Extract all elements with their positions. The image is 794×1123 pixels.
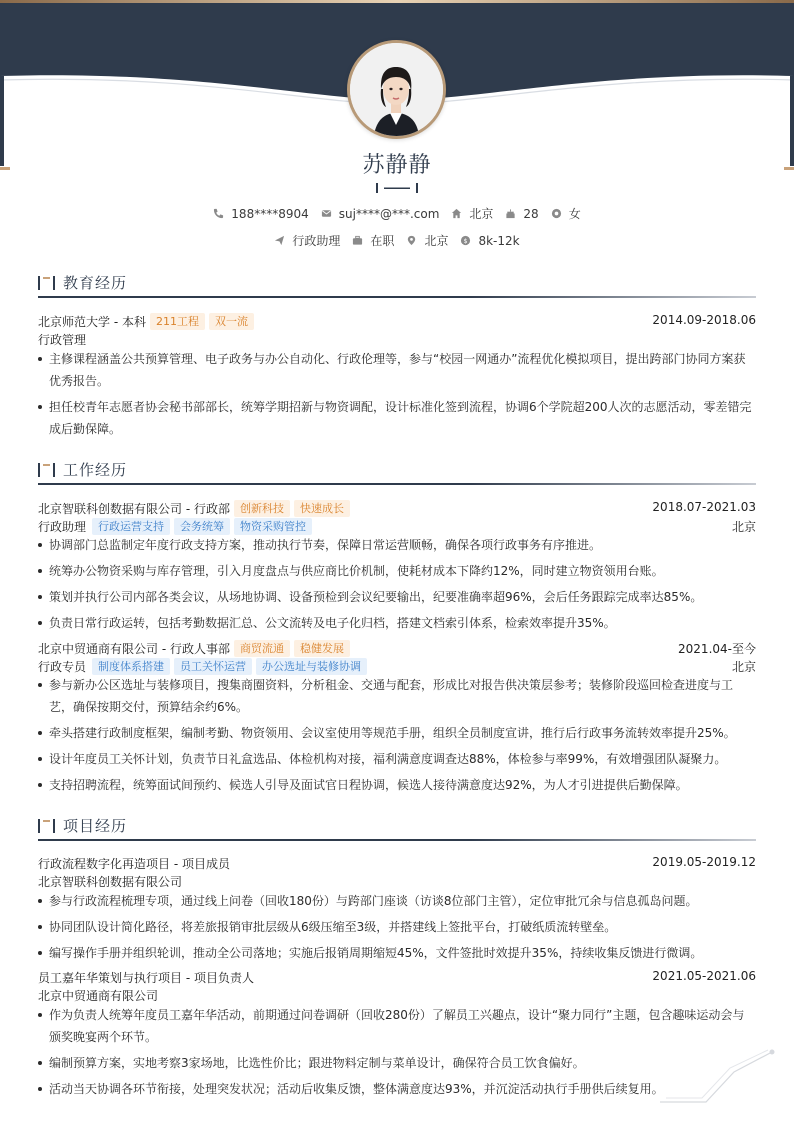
money-icon: [460, 235, 471, 246]
corner-decoration: [660, 1048, 778, 1106]
project-org: 北京智联科创数据有限公司: [38, 874, 183, 889]
education-bullet: 担任校青年志愿者协会秘书部部长，统筹学期招新与物资调配，设计标准化签到流程，协调6个学院超200人次的志愿活动，零差错完成后勤保障。: [38, 396, 756, 440]
position-tag: 行政运营支持: [92, 518, 170, 535]
cake-icon: [505, 208, 516, 219]
company-name: 北京智联科创数据有限公司 - 行政部: [38, 501, 230, 516]
job-position-row: [38, 657, 756, 675]
education-tag: 双一流: [209, 313, 254, 330]
phone-icon: [213, 208, 224, 219]
section-education: [38, 272, 756, 298]
contact-phone: 188****8904: [213, 207, 308, 221]
home-icon: [451, 208, 462, 219]
avatar: [347, 40, 446, 139]
education-major: 行政管理: [38, 332, 87, 347]
intent-status: 在职: [352, 232, 394, 249]
section-mark-icon: [38, 463, 56, 477]
section-divider: [38, 839, 756, 841]
project-name: 行政流程数字化再造项目 - 项目成员: [38, 856, 230, 871]
contact-age: 28: [505, 207, 538, 221]
section-title-projects: 项目经历: [63, 817, 128, 835]
job-location: 北京: [731, 660, 756, 674]
position-tag: 物资采购管控: [234, 518, 312, 535]
section-title-education: 教育经历: [63, 274, 128, 292]
job-date: 2021.04-至今: [678, 642, 756, 656]
job-bullet: 参与新办公区选址与装修项目，搜集商圈资料，分析租金、交通与配套，形成比对报告供决策层参考；装修阶段巡回检查进度与工艺，确保按期交付，预算结余约6%。: [38, 674, 756, 718]
candidate-name: 苏静静: [362, 153, 432, 178]
position-tag: 会务统筹: [174, 518, 230, 535]
contact-gender: 女: [551, 205, 581, 222]
company-name: 北京中贸通商有限公司 - 行政人事部: [38, 641, 230, 656]
education-entry-head: [38, 312, 756, 330]
intent-city: 北京: [406, 232, 448, 249]
project-bullet: 编写操作手册并组织轮训，推动全公司落地；实施后报销周期缩短45%，文件签批时效提升35%，持续收集反馈进行微调。: [38, 942, 756, 964]
project-date: 2019.05-2019.12: [652, 855, 756, 869]
job-position: 行政专员: [38, 659, 87, 674]
job-bullet: 支持招聘流程，统筹面试间预约、候选人引导及面试官日程协调，候选人接待满意度达92%，为人才引进提供后勤保障。: [38, 774, 756, 796]
company-tag: 快速成长: [294, 500, 350, 517]
job-intent-row: [0, 232, 794, 249]
contact-row: [0, 205, 794, 222]
job-bullet: 协调部门总监制定年度行政支持方案，推动执行节奏，保障日常运营顺畅，确保各项行政事务有序推进。: [38, 534, 756, 556]
position-tag: 制度体系搭建: [92, 658, 170, 675]
intent-salary: $ 8k-12k: [460, 234, 519, 248]
education-tag: 211工程: [150, 313, 205, 330]
company-tag: 稳健发展: [294, 640, 350, 657]
section-projects: [38, 815, 756, 841]
section-mark-icon: [38, 276, 56, 290]
project-bullet: 协同团队设计简化路径，将差旅报销审批层级从6级压缩至3级，并搭建线上签批平台，打破纸质流转壁垒。: [38, 916, 756, 938]
contact-email: suj****@***.com: [321, 207, 440, 221]
job-date: 2018.07-2021.03: [652, 500, 756, 514]
section-mark-icon: [38, 819, 56, 833]
project-date: 2021.05-2021.06: [652, 969, 756, 983]
section-divider: [38, 296, 756, 298]
company-tag: 创新科技: [234, 500, 290, 517]
job-bullet: 策划并执行公司内部各类会议，从场地协调、设备预检到会议纪要输出，纪要准确率超96%，会后任务跟踪完成率达85%。: [38, 586, 756, 608]
job-bullet: 统筹办公物资采购与库存管理，引入月度盘点与供应商比价机制，使耗材成本下降约12%，同时建立物资领用台账。: [38, 560, 756, 582]
contact-city: 北京: [451, 205, 493, 222]
project-org: 北京中贸通商有限公司: [38, 988, 159, 1003]
project-name: 员工嘉年华策划与执行项目 - 项目负责人: [38, 970, 254, 985]
job-bullet: 设计年度员工关怀计划，负责节日礼盒选品、体检机构对接，福利满意度调查达88%，体检参与率99%，有效增强团队凝聚力。: [38, 748, 756, 770]
name-divider: [376, 183, 418, 193]
education-date: 2014.09-2018.06: [652, 313, 756, 327]
section-title-work: 工作经历: [63, 461, 128, 479]
position-tag: 办公选址与装修协调: [256, 658, 367, 675]
project-entry-head: [38, 854, 756, 872]
gender-icon: [551, 208, 562, 219]
job-position-row: [38, 517, 756, 535]
project-bullet: 参与行政流程梳理专项，通过线上问卷（回收180份）与跨部门座谈（访谈8位部门主管），定位审批冗余与信息孤岛问题。: [38, 890, 756, 912]
location-pin-icon: [406, 235, 417, 246]
send-icon: [274, 235, 285, 246]
section-work: [38, 459, 756, 485]
job-bullet: 负责日常行政运转，包括考勤数据汇总、公文流转及电子化归档，搭建文档索引体系，检索效率提升35%。: [38, 612, 756, 634]
project-bullet: 作为负责人统筹年度员工嘉年华活动，前期通过问卷调研（回收280份）了解员工兴趣点，设计“聚力同行”主题，包含趣味运动会与颁奖晚宴两个环节。: [38, 1004, 756, 1048]
intent-position: 行政助理: [274, 232, 340, 249]
job-bullet: 牵头搭建行政制度框架，编制考勤、物资领用、会议室使用等规范手册，组织全员制度宣讲，推行后行政事务流转效率提升25%。: [38, 722, 756, 744]
project-entry-head: [38, 968, 756, 986]
job-position: 行政助理: [38, 519, 87, 534]
job-entry-head: [38, 499, 756, 517]
project-bullet: 编制预算方案，实地考察3家场地，比选性价比；跟进物料定制与菜单设计，确保符合员工饮食偏好。: [38, 1052, 756, 1074]
section-divider: [38, 483, 756, 485]
company-tag: 商贸流通: [234, 640, 290, 657]
position-tag: 员工关怀运营: [174, 658, 252, 675]
job-entry-head: [38, 639, 756, 657]
school-name: 北京师范大学 - 本科: [38, 314, 146, 329]
briefcase-icon: [352, 235, 363, 246]
project-bullet: 活动当天协调各环节衔接，处理突发状况；活动后收集反馈，整体满意度达93%，并沉淀活动执行手册供后续复用。: [38, 1078, 756, 1100]
svg-text:$: $: [463, 236, 468, 245]
education-bullet: 主修课程涵盖公共预算管理、电子政务与办公自动化、行政伦理等，参与“校园一网通办”流程优化模拟项目，提出跨部门协同方案获优秀报告。: [38, 348, 756, 392]
job-location: 北京: [731, 520, 756, 534]
mail-icon: [321, 208, 332, 219]
portrait-image: [350, 43, 443, 136]
